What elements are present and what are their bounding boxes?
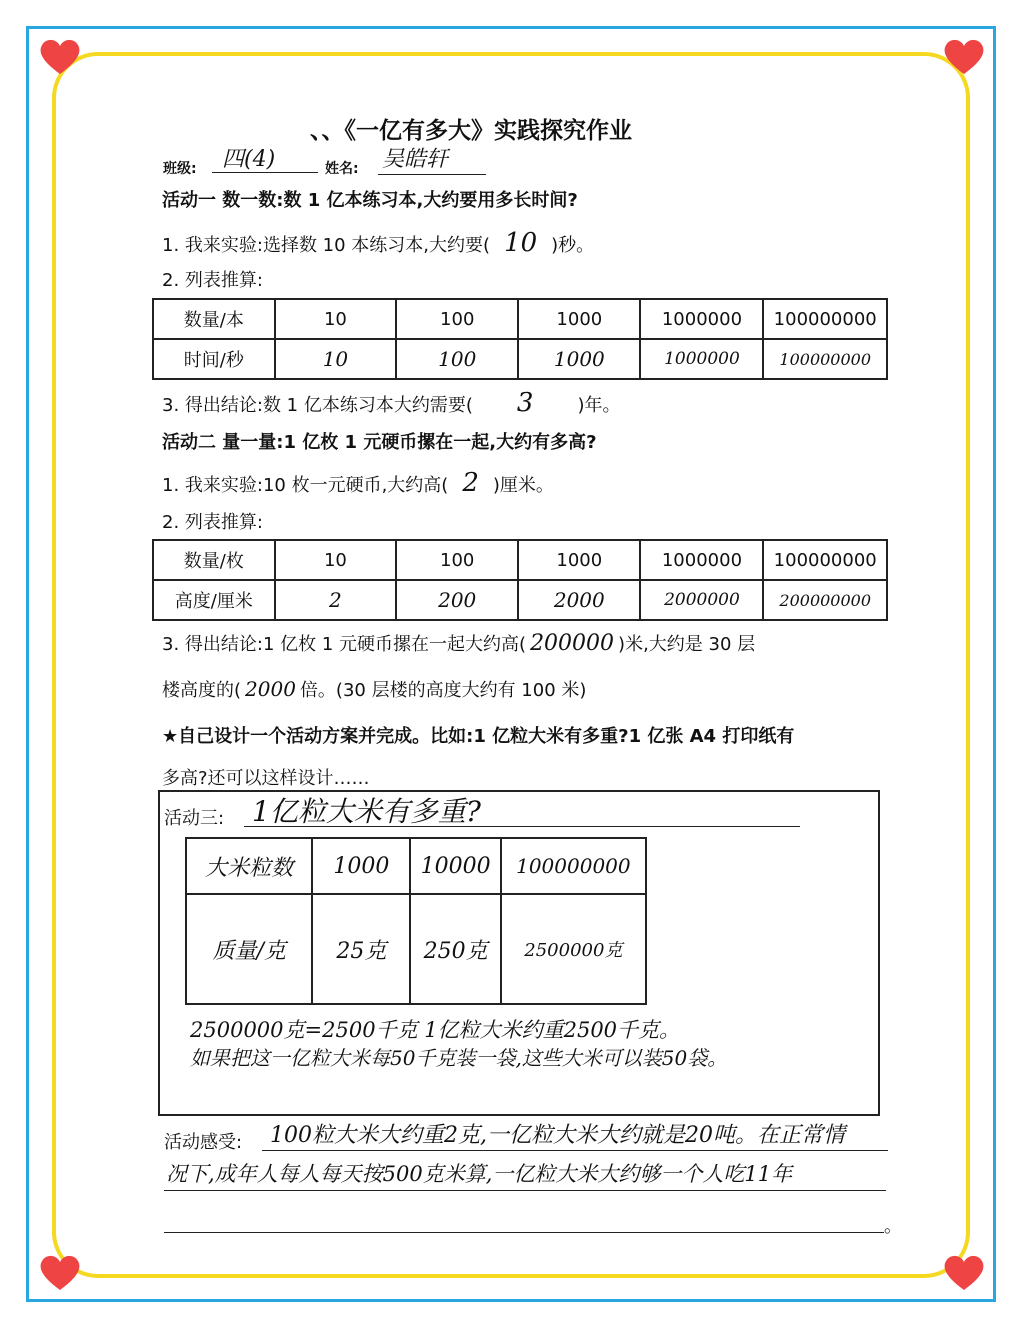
table-cell: 数量/本 bbox=[153, 299, 275, 339]
name-underline bbox=[378, 174, 486, 175]
activity2-step3-c-value: 2000 bbox=[245, 677, 296, 701]
table-cell: 100 bbox=[396, 299, 518, 339]
class-underline bbox=[212, 172, 318, 173]
table-cell: 10 bbox=[275, 339, 397, 379]
activity2-step3-prefix: 3. 得出结论:1 亿枚 1 元硬币摞在一起大约高( bbox=[162, 634, 527, 655]
heart-icon bbox=[38, 36, 82, 76]
activity3-title-underline bbox=[244, 826, 800, 827]
table-cell: 200 bbox=[396, 580, 518, 620]
table-cell: 10 bbox=[275, 299, 397, 339]
table-cell: 100 bbox=[396, 339, 518, 379]
design-line1 bbox=[162, 722, 794, 748]
activity3-note2: 如果把这一亿粒大米每50千克装一袋,这些大米可以装50袋。 bbox=[190, 1046, 728, 1070]
table-cell: 100 bbox=[396, 540, 518, 580]
activity1-heading: 活动一 数一数:数 1 亿本练习本,大约要用多长时间? bbox=[162, 190, 578, 211]
activity2-step3-line2 bbox=[162, 676, 586, 702]
table-cell: 1000 bbox=[518, 299, 640, 339]
activity3-note1: 2500000克=2500千克 1亿粒大米约重2500千克。 bbox=[190, 1018, 681, 1042]
activity2-step1-text bbox=[162, 468, 554, 498]
table-cell: 100000000 bbox=[501, 838, 646, 894]
table-cell: 高度/厘米 bbox=[153, 580, 275, 620]
table-cell: 1000000 bbox=[640, 540, 763, 580]
table-cell: 1000 bbox=[518, 540, 640, 580]
activity2-step1-prefix: 1. 我来实验:10 枚一元硬币,大约高( bbox=[162, 475, 449, 496]
activity3-title-value: 1亿粒大米有多重? bbox=[252, 795, 481, 828]
class-label: 班级: bbox=[163, 161, 197, 177]
activity1-step1-text bbox=[162, 228, 594, 258]
activity2-step3-c: 楼高度的( bbox=[162, 680, 242, 701]
activity1-step2: 2. 列表推算: bbox=[162, 270, 263, 291]
table-cell: 2500000克 bbox=[501, 894, 646, 1004]
table-cell: 2000 bbox=[518, 580, 640, 620]
activity1-step1-prefix: 1. 我来实验:选择数 10 本练习本,大约要( bbox=[162, 235, 491, 256]
reflection-underline1 bbox=[262, 1150, 888, 1151]
activity2-step2: 2. 列表推算: bbox=[162, 512, 263, 533]
table-cell: 10 bbox=[275, 540, 397, 580]
table-cell: 1000000 bbox=[640, 299, 763, 339]
class-value: 四(4) bbox=[222, 147, 276, 172]
activity2-table bbox=[152, 539, 888, 621]
activity1-step3-prefix: 3. 得出结论:数 1 亿本练习本大约需要( bbox=[162, 395, 473, 416]
reflection-underline2 bbox=[164, 1190, 886, 1191]
activity3-table bbox=[185, 837, 647, 1005]
table-cell: 100000000 bbox=[763, 339, 887, 379]
activity1-step3-text bbox=[162, 388, 620, 418]
table-cell: 100000000 bbox=[763, 540, 887, 580]
table-cell: 1000 bbox=[312, 838, 410, 894]
design-line1-text: ★自己设计一个活动方案并完成。比如:1 亿粒大米有多重?1 亿张 A4 打印纸有 bbox=[162, 726, 795, 747]
activity2-step1-suffix: )厘米。 bbox=[492, 475, 554, 496]
reflection-line2: 况下,成年人每人每天按500克米算,一亿粒大米大约够一个人吃11年 bbox=[166, 1162, 793, 1186]
table-cell: 100000000 bbox=[763, 299, 887, 339]
table-cell: 1000 bbox=[518, 339, 640, 379]
table-cell: 数量/枚 bbox=[153, 540, 275, 580]
activity2-step3-suffix: )米,大约是 30 层 bbox=[618, 634, 756, 655]
activity2-step3-d: 倍。(30 层楼的高度大约有 100 米) bbox=[299, 680, 587, 701]
activity1-table bbox=[152, 298, 888, 380]
heart-icon bbox=[38, 1252, 82, 1292]
page-title: 、、《一亿有多大》实践探究作业 bbox=[310, 118, 632, 144]
activity2-step1-value: 2 bbox=[462, 468, 479, 498]
name-value: 吴皓轩 bbox=[382, 147, 449, 172]
reflection-underline3 bbox=[164, 1232, 884, 1233]
reflection-end-mark: 。 bbox=[884, 1216, 902, 1237]
table-cell: 质量/克 bbox=[186, 894, 312, 1004]
heart-icon bbox=[942, 36, 986, 76]
reflection-line1: 100粒大米大约重2克,一亿粒大米大约就是20吨。在正常情 bbox=[270, 1123, 845, 1148]
activity3-label: 活动三: bbox=[164, 808, 225, 829]
activity2-heading: 活动二 量一量:1 亿枚 1 元硬币摞在一起,大约有多高? bbox=[162, 432, 597, 453]
table-cell: 25克 bbox=[312, 894, 410, 1004]
heart-icon bbox=[942, 1252, 986, 1292]
table-cell: 250克 bbox=[410, 894, 500, 1004]
table-cell: 200000000 bbox=[763, 580, 887, 620]
name-label: 姓名: bbox=[325, 161, 359, 177]
table-cell: 大米粒数 bbox=[186, 838, 312, 894]
activity2-step3-text bbox=[162, 630, 755, 656]
activity1-step1-suffix: )秒。 bbox=[551, 235, 595, 256]
activity1-step1-value: 10 bbox=[504, 228, 538, 258]
activity1-step3-value: 3 bbox=[516, 388, 534, 418]
table-cell: 时间/秒 bbox=[153, 339, 275, 379]
table-cell: 1000000 bbox=[640, 339, 763, 379]
reflection-label: 活动感受: bbox=[164, 1132, 243, 1153]
table-cell: 2000000 bbox=[640, 580, 763, 620]
table-cell: 10000 bbox=[410, 838, 500, 894]
activity1-step3-suffix: )年。 bbox=[577, 395, 621, 416]
design-line2: 多高?还可以这样设计…… bbox=[162, 768, 370, 789]
activity2-step3-value: 200000 bbox=[530, 631, 615, 656]
table-cell: 2 bbox=[275, 580, 397, 620]
